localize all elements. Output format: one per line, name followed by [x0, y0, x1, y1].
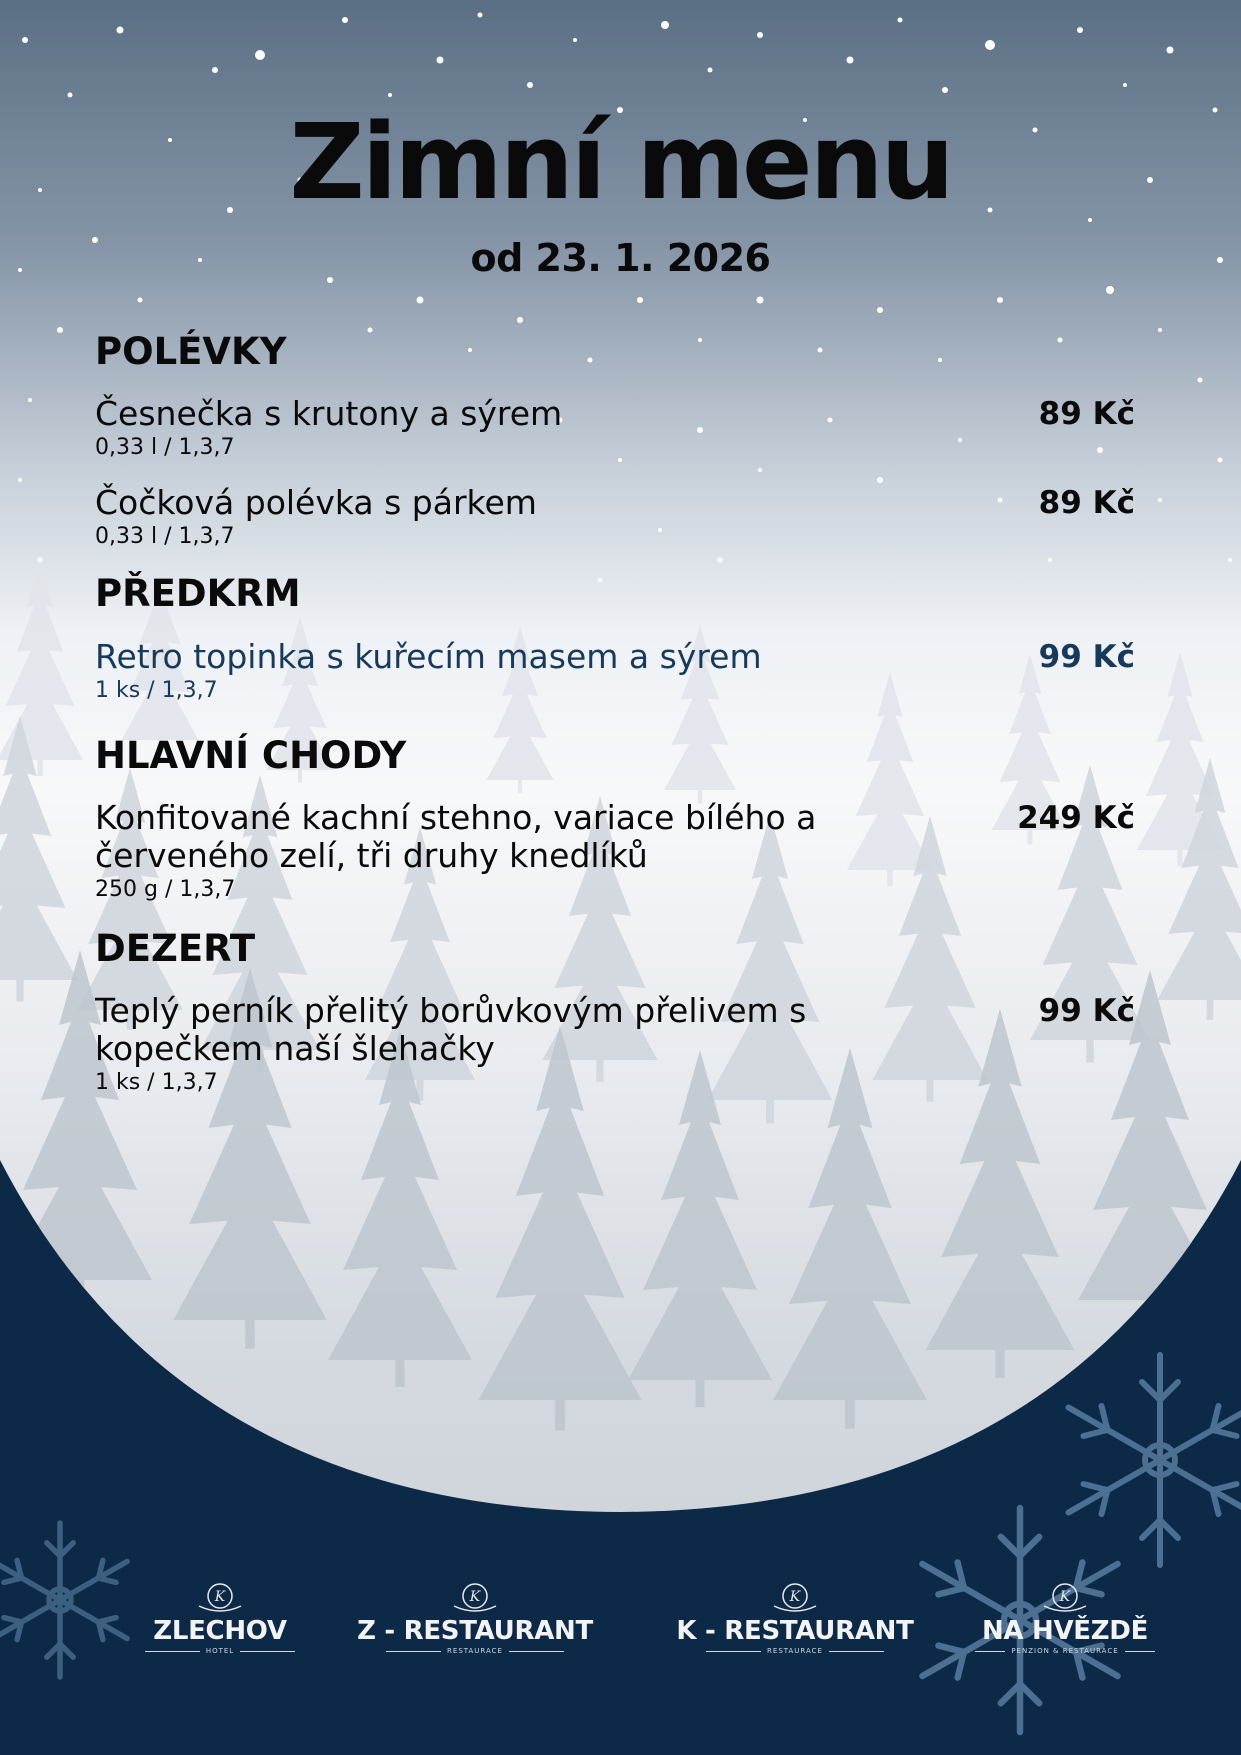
logo-name: K - RESTAURANT — [676, 1616, 914, 1646]
section-heading-starter: PŘEDKRM — [95, 571, 301, 615]
logo-subtitle: RESTAURACE — [447, 1647, 503, 1655]
valid-from-date: od 23. 1. 2026 — [470, 236, 771, 280]
item-name: Konfitované kachní stehno, variace bílého a červeného zelí, tři druhy knedlíků — [95, 798, 817, 876]
k-emblem-icon — [450, 1580, 500, 1614]
item-detail: 0,33 l / 1,3,7 — [95, 523, 235, 549]
logo-name: Z - RESTAURANT — [357, 1616, 593, 1646]
svg-text:K: K — [469, 1589, 481, 1605]
svg-text:K: K — [214, 1589, 226, 1605]
menu-item — [95, 799, 1140, 903]
k-emblem-icon — [1040, 1580, 1090, 1614]
item-detail: 1 ks / 1,3,7 — [95, 1069, 218, 1095]
k-emblem-icon — [770, 1580, 820, 1614]
item-detail: 1 ks / 1,3,7 — [95, 678, 218, 704]
item-detail: 0,33 l / 1,3,7 — [95, 434, 235, 460]
item-price: 89 Kč — [1038, 395, 1135, 432]
logo-name: ZLECHOV — [153, 1616, 287, 1646]
item-detail: 250 g / 1,3,7 — [95, 877, 236, 903]
item-name: Teplý perník přelitý borůvkovým přelivem s kopečkem naší šlehačky — [95, 990, 807, 1068]
logo-zlechov — [130, 1580, 310, 1655]
logo-row — [0, 1580, 1241, 1670]
logo-z-restaurant — [345, 1580, 605, 1655]
section-heading-soups: POLÉVKY — [95, 330, 287, 373]
logo-name: NA HVĚZDĚ — [981, 1616, 1149, 1646]
menu-item — [95, 992, 1140, 1096]
logo-subtitle: RESTAURACE — [767, 1647, 823, 1655]
menu-item — [95, 638, 1140, 704]
menu-item — [95, 484, 1140, 550]
svg-text:K: K — [789, 1589, 801, 1605]
logo-na-hvezde — [965, 1580, 1165, 1655]
logo-subtitle: HOTEL — [205, 1647, 235, 1655]
item-name: Retro topinka s kuřecím masem a sýrem — [95, 637, 762, 677]
page-title: Zimní menu — [289, 101, 952, 223]
menu-list — [95, 332, 1140, 1096]
section-heading-main-courses: HLAVNÍ CHODY — [95, 734, 407, 778]
item-price: 89 Kč — [1038, 484, 1135, 521]
menu-item — [95, 395, 1140, 461]
k-emblem-icon — [195, 1580, 245, 1614]
logo-subtitle: PENZION & RESTAURACE — [1011, 1647, 1119, 1655]
section-heading-dessert: DEZERT — [95, 927, 256, 971]
item-name: Česnečka s krutony a sýrem — [95, 393, 563, 433]
item-name: Čočková polévka s párkem — [95, 482, 537, 522]
item-price: 99 Kč — [1038, 992, 1135, 1029]
item-price: 249 Kč — [1017, 800, 1135, 837]
item-price: 99 Kč — [1038, 639, 1135, 676]
logo-k-restaurant — [665, 1580, 925, 1655]
title-block — [0, 101, 1241, 280]
svg-text:K: K — [1059, 1589, 1071, 1605]
